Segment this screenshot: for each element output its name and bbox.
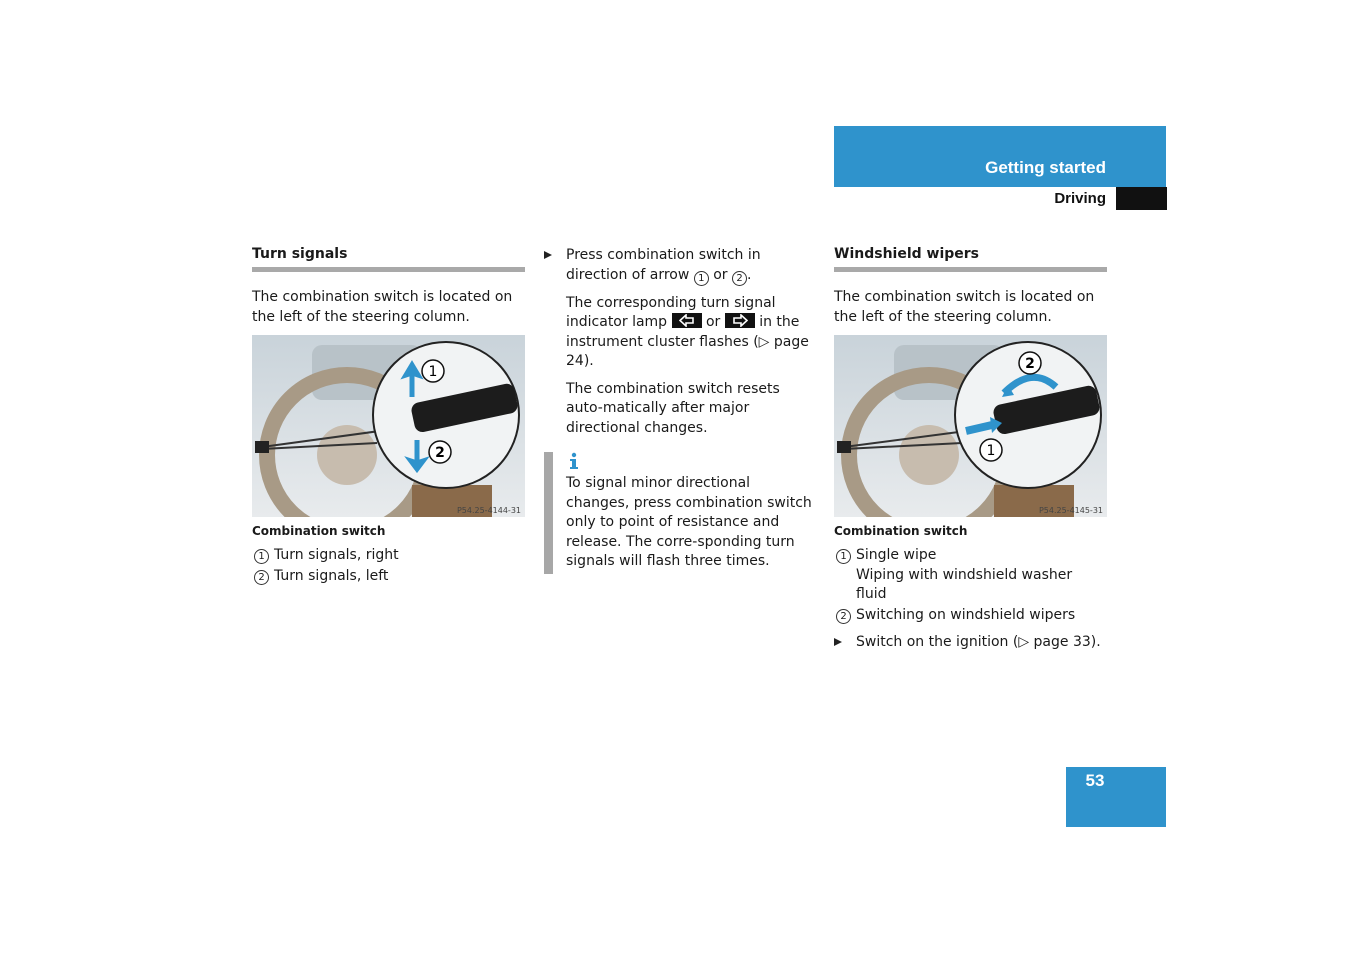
turn-signals-intro: The combination switch is located on the left of the steering column. <box>252 289 513 325</box>
figure-caption: Combination switch <box>834 524 968 538</box>
list-item <box>252 567 525 587</box>
list-item <box>252 546 525 566</box>
reset-paragraph: The combination switch resets auto-matically after major directional changes. <box>566 380 780 436</box>
list-item-text: Switching on windshield wipers <box>856 606 1076 623</box>
note-text: To signal minor directional changes, press combination switch only to point of resistance and release. The corre-sponding turn signals will flash three times. <box>566 475 812 569</box>
page-number: 53 <box>1085 771 1105 790</box>
bullet-triangle-icon <box>544 251 552 259</box>
turn-signal-left-icon <box>672 313 702 328</box>
wipers-heading: Windshield wipers <box>834 246 1107 272</box>
instructions-column <box>544 246 816 572</box>
indicator-paragraph: The corresponding turn signal indicator lamp or in the instrument cluster flashes (▷ page 24). <box>566 294 809 369</box>
svg-text:1: 1 <box>428 364 438 380</box>
turn-signals-heading: Turn signals <box>252 246 525 272</box>
callout-number: 2 <box>836 609 851 624</box>
bullet-triangle-icon <box>834 638 842 646</box>
subsection-title: Driving <box>1054 190 1106 207</box>
wipers-figure <box>834 335 1107 517</box>
figure-code: P54.25-4145-31 <box>1038 506 1103 515</box>
callout-number: 1 <box>694 271 709 286</box>
figure-caption: Combination switch <box>252 524 386 538</box>
section-marker <box>1116 187 1167 210</box>
section-title: Getting started <box>985 158 1106 177</box>
list-item <box>834 546 1107 605</box>
info-note <box>544 452 816 572</box>
wipers-column <box>834 246 1107 653</box>
instruction-step: Switch on the ignition (▷ page 33). <box>834 633 1107 653</box>
figure-code: P54.25-4144-31 <box>456 506 521 515</box>
note-bar <box>544 452 553 574</box>
turn-signal-right-icon <box>725 313 755 328</box>
svg-text:1: 1 <box>986 443 996 459</box>
turn-signals-figure <box>252 335 525 517</box>
callout-number: 1 <box>254 549 269 564</box>
list-item <box>834 606 1107 626</box>
list-item-text: Turn signals, left <box>274 567 389 584</box>
callout-number: 1 <box>836 549 851 564</box>
turn-signals-column <box>252 246 525 587</box>
instruction-step: Press combination switch in direction of arrow 1 or 2 . <box>544 246 816 286</box>
list-item-text: Single wipe <box>856 547 937 563</box>
list-item-text: Wiping with windshield washer fluid <box>856 566 1073 602</box>
svg-text:2: 2 <box>435 445 445 461</box>
callout-number: 2 <box>732 271 747 286</box>
svg-text:2: 2 <box>1025 356 1035 372</box>
wipers-intro: The combination switch is located on the left of the steering column. <box>834 289 1095 325</box>
list-item-text: Turn signals, right <box>274 547 399 563</box>
info-icon <box>566 452 582 470</box>
callout-number: 2 <box>254 570 269 585</box>
